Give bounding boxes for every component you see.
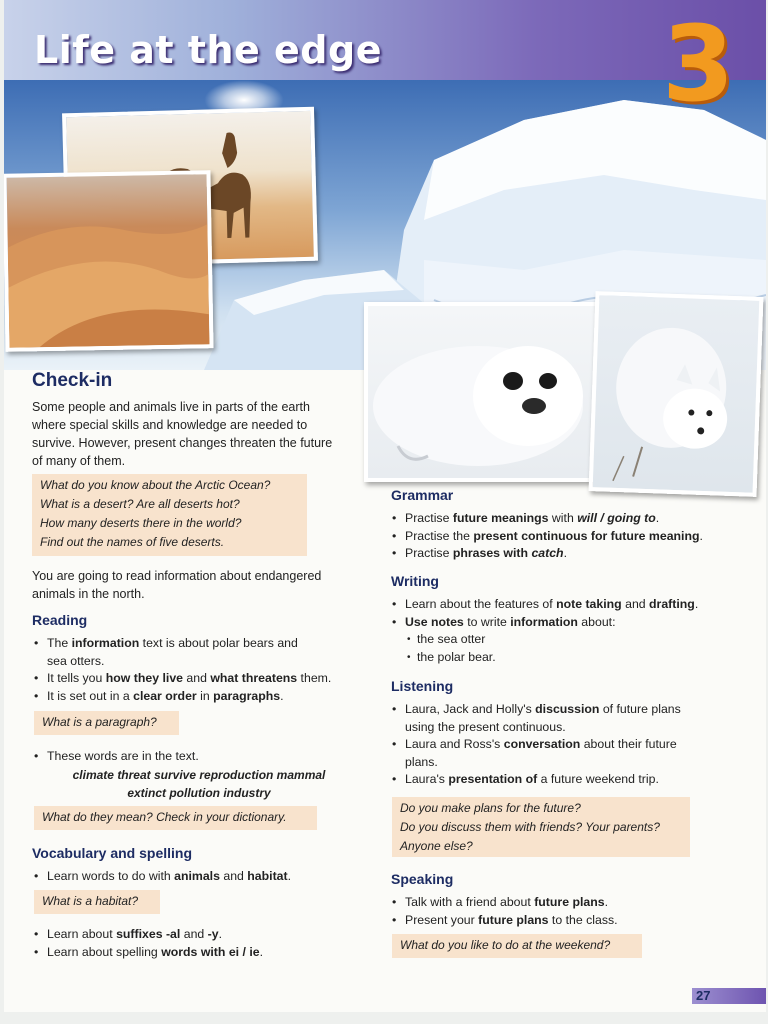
habitat-question-box: What is a habitat? xyxy=(34,890,160,914)
reading-words-list xyxy=(32,748,362,766)
read-intro-line: You are going to read information about endangered xyxy=(32,569,322,583)
unit-number: 3 xyxy=(662,3,735,125)
sand-dunes-photo xyxy=(4,170,214,352)
question-line: Do you make plans for the future? xyxy=(400,801,581,815)
grammar-bullet: • Practise future meanings with will / going to. xyxy=(390,510,760,528)
listening-bullet: • Laura, Jack and Holly's discussion of future plans using the present continuous. xyxy=(390,701,760,736)
reading-bullet: • It tells you how they live and what threatens them. xyxy=(32,670,362,688)
vocab-bullet: • Learn about suffixes -al and -y. xyxy=(32,926,362,944)
intro-line: Some people and animals live in parts of the earth xyxy=(32,400,310,414)
reading-bullet: • The information text is about polar bears and sea otters. xyxy=(32,635,362,670)
weekend-question-box: What do you like to do at the weekend? xyxy=(392,934,642,958)
page-number: 27 xyxy=(696,988,711,1003)
reading-list xyxy=(32,635,362,705)
grammar-list xyxy=(390,510,760,563)
question-line: What is a desert? Are all deserts hot? xyxy=(40,497,240,511)
speaking-bullet: • Talk with a friend about future plans. xyxy=(390,894,760,912)
read-intro-line: animals in the north. xyxy=(32,587,145,601)
writing-heading: Writing xyxy=(391,573,439,589)
listening-bullet: • Laura and Ross's conversation about their future plans. xyxy=(390,736,760,771)
intro-line: survive. However, present changes threaten the future xyxy=(32,436,333,450)
writing-sub-item: • the polar bear. xyxy=(405,649,760,667)
vocab-bullet: • Learn words to do with animals and habitat. xyxy=(32,868,362,886)
vocab-heading: Vocabulary and spelling xyxy=(32,845,193,861)
seal-pup-photo xyxy=(364,302,604,482)
writing-list xyxy=(390,596,760,666)
grammar-heading: Grammar xyxy=(391,487,454,503)
listening-heading: Listening xyxy=(391,678,454,694)
grammar-bullet: • Practise phrases with catch. xyxy=(390,545,760,563)
read-intro xyxy=(32,567,362,603)
question-line: Find out the names of five deserts. xyxy=(40,535,225,549)
seal-icon xyxy=(368,306,600,478)
page-title: Life at the edge xyxy=(34,28,382,72)
listening-bullet: • Laura's presentation of a future weekend trip. xyxy=(390,771,760,789)
speaking-heading: Speaking xyxy=(391,871,454,887)
arctic-fox-photo xyxy=(589,291,764,497)
writing-bullet: • Use notes to write information about: • the sea otter • the polar bear. xyxy=(390,614,760,667)
writing-bullet: • Learn about the features of note taking and drafting. xyxy=(390,596,760,614)
textbook-page xyxy=(4,0,766,1012)
question-line: Anyone else? xyxy=(400,839,473,853)
intro-line: of many of them. xyxy=(32,454,126,468)
grammar-bullet: • Practise the present continuous for future meaning. xyxy=(390,528,760,546)
paragraph-question-box: What is a paragraph? xyxy=(34,711,179,735)
writing-sub-list xyxy=(405,631,760,666)
vocab-bullet: • Learn about spelling words with ei / ie. xyxy=(32,944,362,962)
question-line: How many deserts there in the world? xyxy=(40,516,242,530)
writing-sub-item: • the sea otter xyxy=(405,631,760,649)
listening-list xyxy=(390,701,760,789)
word-bank xyxy=(44,766,354,802)
reading-bullet: • These words are in the text. xyxy=(32,748,362,766)
word-bank-line: extinct pollution industry xyxy=(127,786,271,800)
plans-questions-box xyxy=(392,797,690,857)
question-line: Do you discuss them with friends? Your parents? xyxy=(400,820,660,834)
checkin-intro xyxy=(32,398,362,470)
reading-bullet: • It is set out in a clear order in paragraphs. xyxy=(32,688,362,706)
dictionary-question-box: What do they mean? Check in your dictionary. xyxy=(34,806,317,830)
speaking-bullet: • Present your future plans to the class. xyxy=(390,912,760,930)
vocab-list xyxy=(32,868,362,886)
fox-icon xyxy=(593,295,760,492)
checkin-heading: Check-in xyxy=(32,370,113,391)
intro-line: where special skills and knowledge are needed to xyxy=(32,418,308,432)
vocab-list-2 xyxy=(32,926,362,961)
dunes-illustration xyxy=(7,174,210,347)
speaking-list xyxy=(390,894,760,929)
checkin-questions-box xyxy=(32,474,307,556)
question-line: What do you know about the Arctic Ocean? xyxy=(40,478,271,492)
reading-heading: Reading xyxy=(32,612,88,628)
word-bank-line: climate threat survive reproduction mammal xyxy=(72,768,326,782)
